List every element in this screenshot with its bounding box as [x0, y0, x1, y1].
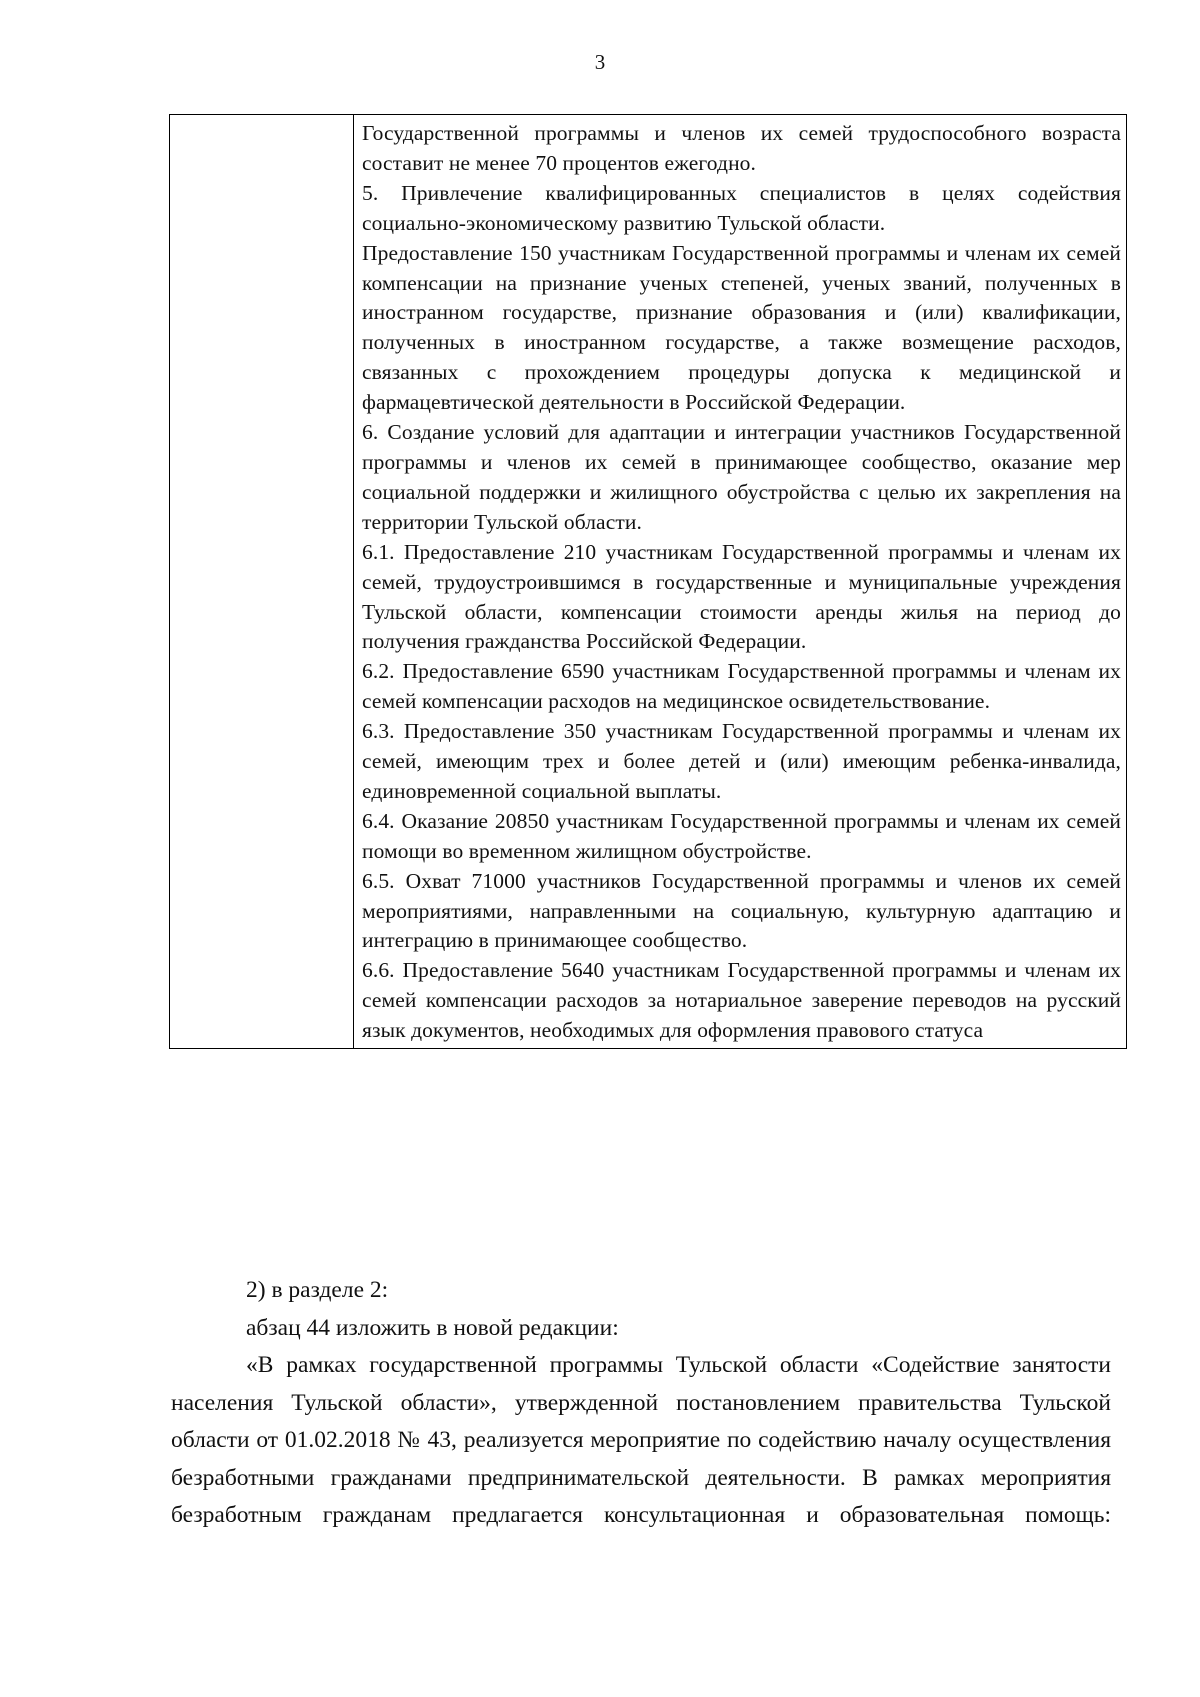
table-paragraph: 6.3. Предоставление 350 участникам Государственной программы и членам их семей, имеющим трех и более детей и (или) имеющим ребенка-инвалида, единовременной социальной выплаты. — [362, 719, 1121, 803]
table-paragraph: 5. Привлечение квалифицированных специалистов в целях содействия социально-экономическому развитию Тульской области. — [362, 180, 1121, 235]
table-paragraph: 6.4. Оказание 20850 участникам Государственной программы и членам их семей помощи во временном жилищном обустройстве. — [362, 808, 1121, 863]
table-cell-right — [354, 115, 1127, 1049]
table-paragraph: 6.1. Предоставление 210 участникам Государственной программы и членам их семей, трудоустроившимся в государственные и муниципальные учреждения Тульской области, компенсации стоимости аренды жилья на период до получения гражданства Российской Федерации. — [362, 539, 1121, 654]
table-paragraph: 6.6. Предоставление 5640 участникам Государственной программы и членам их семей компенсации расходов за нотариальное заверение переводов на русский язык документов, необходимых для оформления правового статуса — [362, 958, 1121, 1043]
table-paragraph: 6. Создание условий для адаптации и интеграции участников Государственной программы и членов их семей в принимающее сообщество, оказание мер социальной поддержки и жилищного обустройства с целью их закрепления на территории Тульской области. — [362, 420, 1121, 534]
table-cell-left-empty — [170, 115, 354, 1049]
table-paragraph: 6.2. Предоставление 6590 участникам Государственной программы и членам их семей компенсации расходов на медицинское освидетельствование. — [362, 659, 1121, 714]
amendment-instruction: абзац 44 изложить в новой редакции: — [246, 1314, 619, 1341]
section-reference: 2) в разделе 2: — [246, 1277, 389, 1303]
program-table — [169, 114, 1127, 1049]
table-row — [170, 115, 1127, 1049]
table-paragraph: Предоставление 150 участникам Государственной программы и членам их семей компенсации на признание ученых степеней, ученых званий, полученных в иностранном государстве, признание образования и (или) квалификации, полученных в иностранном государстве, а также возмещение расходов, связанных с прохождением процедуры допуска к медицинской и фармацевтической деятельности в Российской Федерации. — [362, 240, 1121, 415]
document-body — [171, 1272, 1111, 1535]
table-paragraph: Государственной программы и членов их семей трудоспособного возраста составит не менее 70 процентов ежегодно. — [362, 121, 1121, 175]
table-paragraph: 6.5. Охват 71000 участников Государственной программы и членов их семей мероприятиями, направленными на социальную, культурную адаптацию и интеграцию в принимающее сообщество. — [362, 868, 1121, 953]
page-number: 3 — [594, 50, 606, 74]
amended-paragraph: «В рамках государственной программы Тульской области «Содействие занятости населения Тульской области», утвержденной постановлением правительства Тульской области от 01.02.2018 № 43, реализуется мероприятие по содействию началу осуществления безработными гражданами предпринимательской деятельности. В рамках мероприятия безработным гражданам предлагается консультационная и образовательная помощь: — [171, 1352, 1111, 1528]
